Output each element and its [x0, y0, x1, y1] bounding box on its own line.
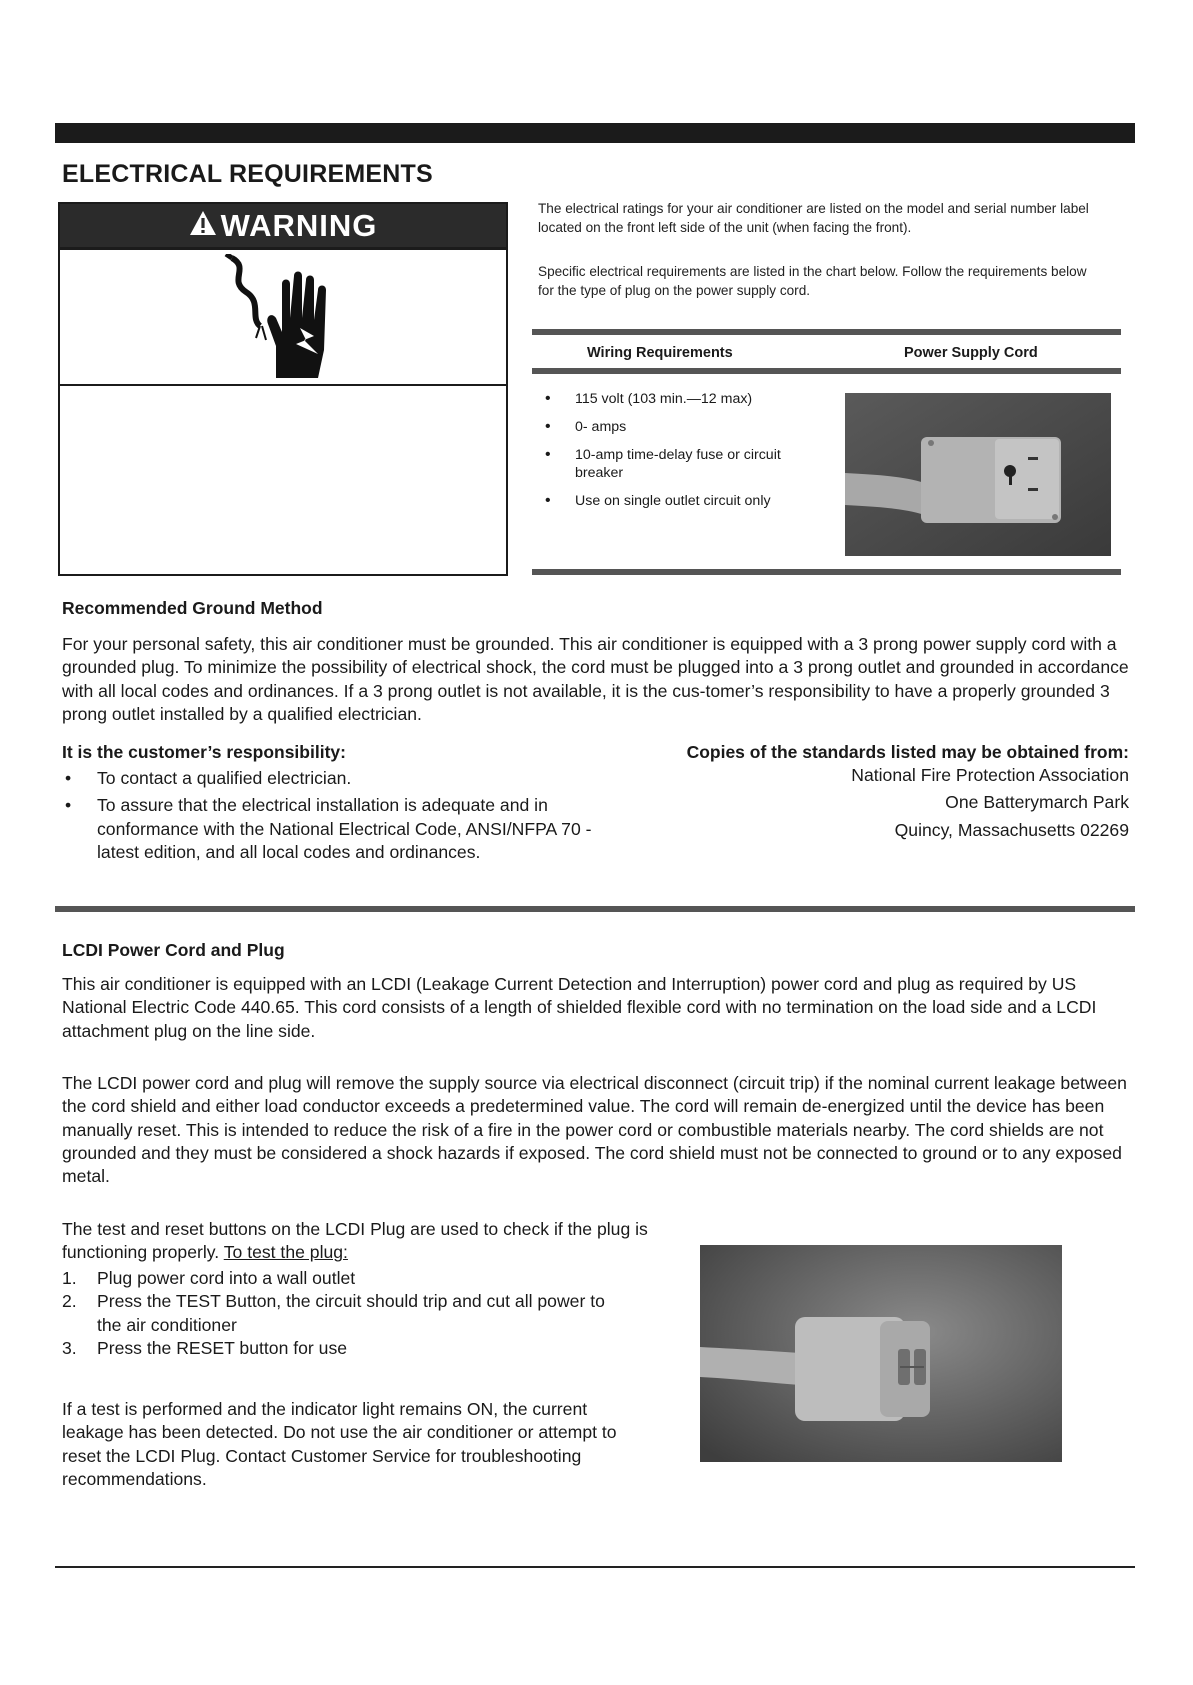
standards-heading: Copies of the standards listed may be obtained from:	[686, 742, 1129, 762]
step-number: 1.	[62, 1268, 77, 1288]
ground-method-heading: Recommended Ground Method	[62, 598, 323, 618]
warning-triangle-icon	[189, 208, 217, 244]
step-number: 3.	[62, 1337, 77, 1358]
table-header-wiring: Wiring Requirements	[587, 345, 733, 361]
list-item: • 0- amps	[545, 418, 805, 436]
list-item: • Use on single outlet circuit only	[545, 492, 805, 510]
test-intro-text: The test and reset buttons on the LCDI Plug are used to check if the plug is functioning properly.	[62, 1219, 648, 1263]
list-item	[62, 1290, 622, 1337]
warning-box	[58, 202, 508, 576]
standards-address	[851, 764, 1129, 842]
list-item	[62, 1337, 622, 1360]
address-line: National Fire Protection Association	[851, 765, 1129, 785]
intro-paragraph: Specific electrical requirements are listed in the chart below. Follow the requirements below for the type of plug on the power supply cord.	[538, 264, 1087, 298]
shock-hazard-hand-icon	[210, 254, 350, 387]
responsibility-list	[62, 767, 592, 864]
lcdi-heading: LCDI Power Cord and Plug	[62, 940, 285, 960]
section-divider	[55, 906, 1135, 912]
warning-divider	[60, 247, 506, 250]
power-supply-cord-photo	[845, 393, 1111, 556]
step-text: Plug power cord into a wall outlet	[97, 1268, 356, 1288]
list-item	[62, 1267, 622, 1290]
page-title: ELECTRICAL REQUIREMENTS	[62, 160, 433, 188]
responsibility-heading: It is the customer’s responsibility:	[62, 742, 346, 762]
list-item: • To assure that the electrical installation is adequate and in conformance with the National Electrical Code, ANSI/NFPA 70 - latest edition, and all local codes and ordinances.	[62, 794, 592, 864]
list-item: • 115 volt (103 min.—12 max)	[545, 390, 805, 408]
step-number: 2.	[62, 1291, 77, 1312]
warning-label: WARNING	[220, 207, 378, 243]
lcdi-test-intro	[62, 1218, 652, 1265]
test-steps-list	[62, 1267, 622, 1360]
table-bottom-bar	[532, 569, 1121, 575]
test-plug-subheading: To test the plug:	[223, 1242, 348, 1263]
table-top-bar	[532, 329, 1121, 335]
lcdi-paragraph: The LCDI power cord and plug will remove the supply source via electrical disconnect (circuit trip) if the nominal current leakage between the cord shield and either load conductor exceeds a predetermined value. The cord will remain de-energized until the device has been manually reset. This is intended to reduce the risk of a fire in the power cord or combustible materials nearby. The cord shields are not grounded and they must be considered a shock hazards if exposed. The cord shield must not be connected to ground or to any exposed metal.	[62, 1073, 1127, 1187]
table-header-bar	[532, 368, 1121, 374]
step-text: Press the TEST Button, the circuit should trip and cut all power to the air conditioner	[97, 1291, 605, 1335]
lcdi-paragraph: This air conditioner is equipped with an LCDI (Leakage Current Detection and Interruption) power cord and plug as required by US National Electric Code 440.65. This cord consists of a length of shielded flexible cord with no termination on the load side and a LCDI attachment plug on the line side.	[62, 974, 1097, 1041]
intro-paragraph: The electrical ratings for your air conditioner are listed on the model and serial number label located on the front left side of the unit (when facing the front).	[538, 201, 1089, 235]
warning-header	[60, 204, 506, 247]
warning-divider	[60, 384, 506, 386]
ground-method-body: For your personal safety, this air conditioner must be grounded. This air conditioner is equipped with a 3 prong power supply cord with a grounded plug. To minimize the possibility of electrical shock, the cord must be plugged into a 3 prong outlet and grounded in accordance with all local codes and ordinances. If a 3 prong outlet is not available, it is the cus-tomer’s responsibility to have a properly grounded 3 prong outlet installed by a qualified electrician.	[62, 634, 1129, 724]
wiring-requirements-list	[545, 390, 805, 520]
top-bar	[55, 123, 1135, 143]
lcdi-indicator-paragraph: If a test is performed and the indicator light remains ON, the current leakage has been detected. Do not use the air conditioner or attempt to reset the LCDI Plug. Contact Customer Service for troubleshooting recommendations.	[62, 1399, 617, 1489]
footer-rule	[55, 1566, 1135, 1568]
list-item: • 10-amp time-delay fuse or circuit breaker	[545, 446, 805, 482]
address-line: One Batterymarch Park	[945, 792, 1129, 813]
address-line: Quincy, Massachusetts 02269	[894, 819, 1129, 840]
list-item: • To contact a qualified electrician.	[62, 767, 592, 790]
lcdi-plug-photo	[700, 1245, 1062, 1462]
table-header-cord: Power Supply Cord	[904, 345, 1038, 361]
step-text: Press the RESET button for use	[97, 1337, 348, 1358]
